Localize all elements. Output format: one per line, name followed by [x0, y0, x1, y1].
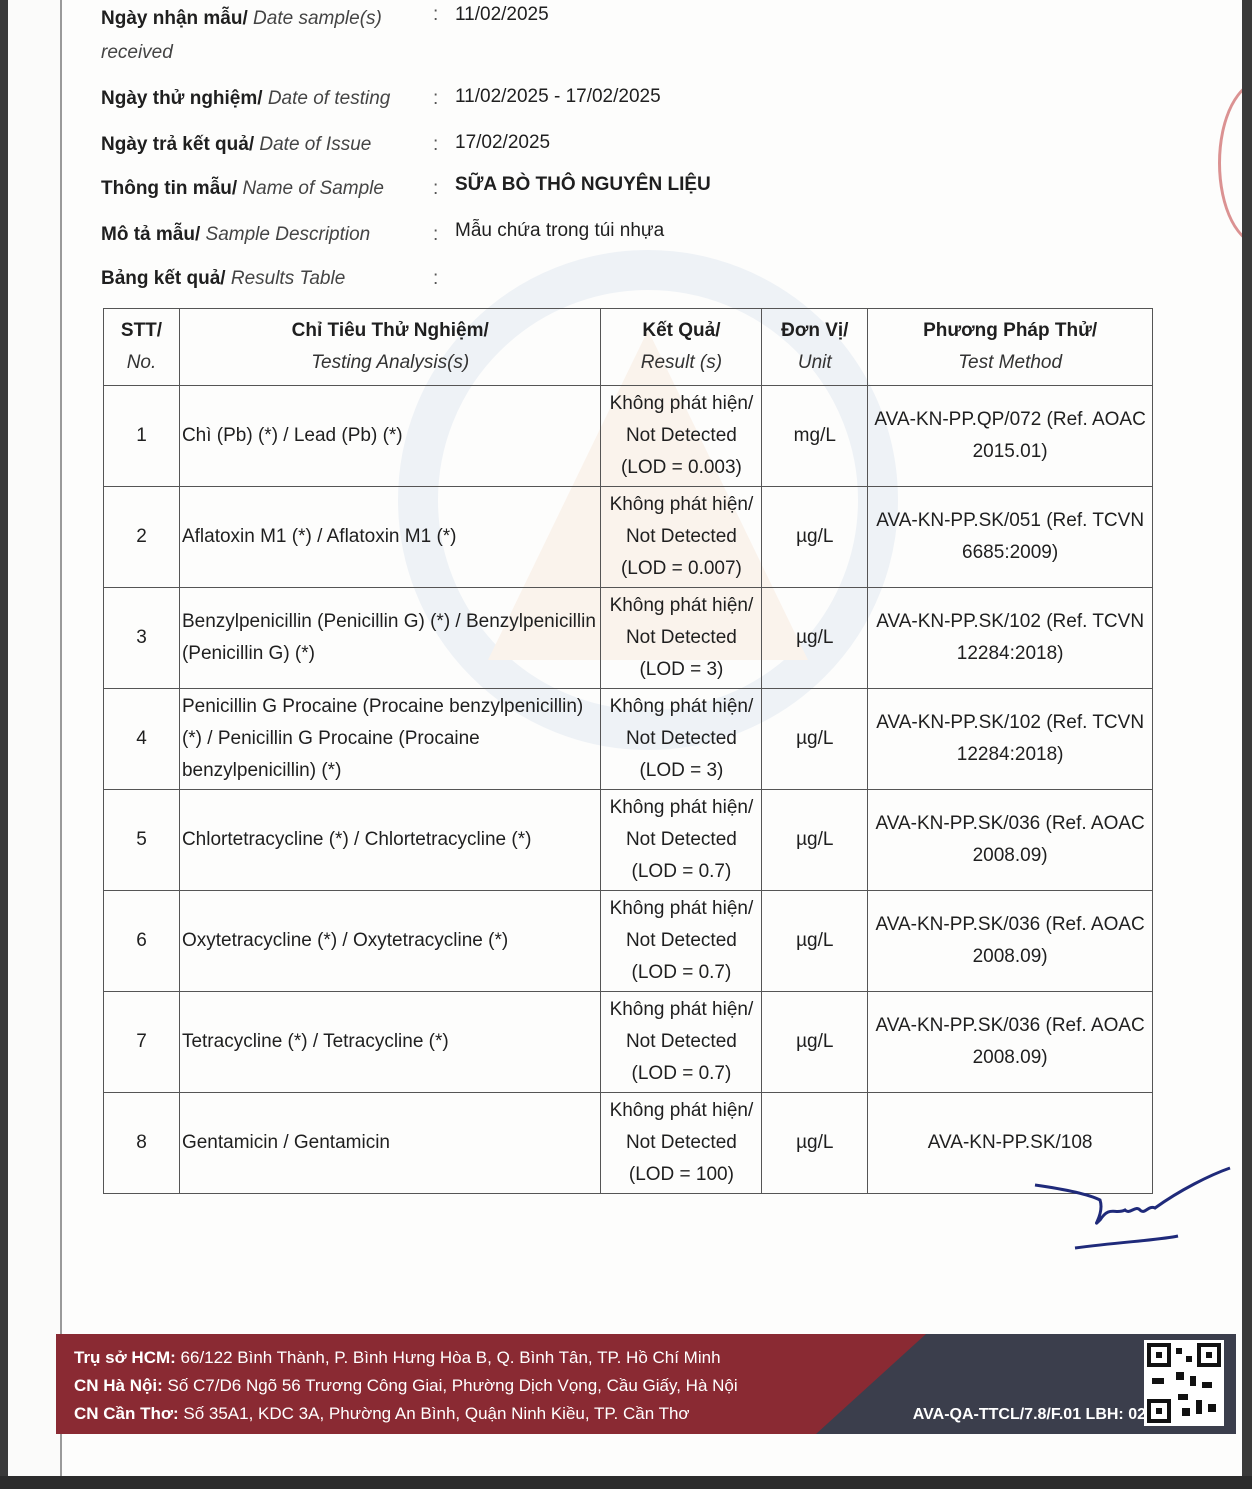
cell-no: 2	[104, 487, 180, 588]
cell-method: AVA-KN-PP.SK/108	[868, 1093, 1153, 1194]
cell-analysis: Gentamicin / Gentamicin	[179, 1093, 601, 1194]
label-vi: Bảng kết quả/	[101, 268, 226, 289]
table-row	[104, 588, 1153, 689]
label-vi: Ngày thử nghiệm/	[101, 88, 263, 109]
cell-unit: µg/L	[762, 891, 868, 992]
cell-analysis: Chì (Pb) (*) / Lead (Pb) (*)	[179, 386, 601, 487]
cell-no: 4	[104, 689, 180, 790]
header-result: Kết Quả/ Result (s)	[601, 309, 762, 386]
cell-unit: µg/L	[762, 790, 868, 891]
form-code: AVA-QA-TTCL/7.8/F.01 LBH: 02	[912, 1406, 1146, 1423]
cell-unit: µg/L	[762, 992, 868, 1093]
cell-no: 6	[104, 891, 180, 992]
cell-analysis: Penicillin G Procaine (Procaine benzylpenicillin) (*) / Penicillin G Procaine (Procaine benzylpenicillin) (*)	[179, 689, 601, 790]
page-bottom-edge	[0, 1476, 1252, 1489]
cell-no: 8	[104, 1093, 180, 1194]
cell-no: 1	[104, 386, 180, 487]
header-unit: Đơn Vị/ Unit	[762, 309, 868, 386]
footer-addresses	[74, 1344, 738, 1428]
colon: :	[433, 224, 439, 245]
label-vi: Ngày nhận mẫu/	[101, 8, 248, 29]
table-row	[104, 891, 1153, 992]
label-vi: Mô tả mẫu/	[101, 224, 201, 245]
cell-result: Không phát hiện/ Not Detected (LOD = 0.7)	[601, 891, 762, 992]
date-testing-value: 11/02/2025 - 17/02/2025	[455, 86, 661, 107]
table-header-row	[104, 309, 1153, 386]
label-vi: Thông tin mẫu/	[101, 178, 238, 199]
cell-result: Không phát hiện/ Not Detected (LOD = 0.7)	[601, 992, 762, 1093]
table-row	[104, 992, 1153, 1093]
table-row	[104, 386, 1153, 487]
cell-unit: µg/L	[762, 1093, 868, 1194]
cell-result: Không phát hiện/ Not Detected (LOD = 0.007)	[601, 487, 762, 588]
date-received-value: 11/02/2025	[455, 4, 549, 25]
cell-no: 3	[104, 588, 180, 689]
colon: :	[433, 4, 439, 25]
footer-bar	[56, 1334, 1236, 1434]
footer-cantho: CN Cần Thơ: Số 35A1, KDC 3A, Phường An Bình, Quận Ninh Kiều, TP. Cần Thơ	[74, 1404, 690, 1423]
cell-method: AVA-KN-PP.SK/102 (Ref. TCVN 12284:2018)	[868, 588, 1153, 689]
cell-result: Không phát hiện/ Not Detected (LOD = 0.003)	[601, 386, 762, 487]
cell-result: Không phát hiện/ Not Detected (LOD = 3)	[601, 689, 762, 790]
cell-analysis: Aflatoxin M1 (*) / Aflatoxin M1 (*)	[179, 487, 601, 588]
cell-analysis: Tetracycline (*) / Tetracycline (*)	[179, 992, 601, 1093]
colon: :	[433, 268, 439, 289]
footer-hcm: Trụ sở HCM: 66/122 Bình Thành, P. Bình Hưng Hòa B, Q. Bình Tân, TP. Hồ Chí Minh	[74, 1348, 721, 1367]
cell-method: AVA-KN-PP.SK/102 (Ref. TCVN 12284:2018)	[868, 689, 1153, 790]
cell-no: 5	[104, 790, 180, 891]
header-analysis: Chỉ Tiêu Thử Nghiệm/ Testing Analysis(s)	[179, 309, 601, 386]
footer-hanoi: CN Hà Nội: Số C7/D6 Ngõ 56 Trương Công Giai, Phường Dịch Vọng, Cầu Giấy, Hà Nội	[74, 1376, 738, 1395]
header-no: STT/ No.	[104, 309, 180, 386]
cell-analysis: Oxytetracycline (*) / Oxytetracycline (*)	[179, 891, 601, 992]
label-en: Sample Description	[205, 224, 371, 245]
cell-result: Không phát hiện/ Not Detected (LOD = 100)	[601, 1093, 762, 1194]
cell-method: AVA-KN-PP.SK/036 (Ref. AOAC 2008.09)	[868, 891, 1153, 992]
colon: :	[433, 134, 439, 155]
cell-unit: µg/L	[762, 689, 868, 790]
cell-analysis: Chlortetracycline (*) / Chlortetracycline (*)	[179, 790, 601, 891]
label-en: Name of Sample	[242, 178, 384, 199]
cell-method: AVA-KN-PP.SK/051 (Ref. TCVN 6685:2009)	[868, 487, 1153, 588]
cell-no: 7	[104, 992, 180, 1093]
label-vi: Ngày trả kết quả/	[101, 134, 255, 155]
sample-desc-value: Mẫu chứa trong túi nhựa	[455, 220, 665, 241]
qr-code-icon	[1144, 1340, 1224, 1426]
table-row	[104, 1093, 1153, 1194]
table-row	[104, 689, 1153, 790]
cell-result: Không phát hiện/ Not Detected (LOD = 3)	[601, 588, 762, 689]
results-table	[103, 308, 1153, 1194]
cell-method: AVA-KN-PP.QP/072 (Ref. AOAC 2015.01)	[868, 386, 1153, 487]
label-en: Date of testing	[267, 88, 391, 109]
label-en: Results Table	[230, 268, 346, 289]
header-method: Phương Pháp Thử/ Test Method	[868, 309, 1153, 386]
cell-method: AVA-KN-PP.SK/036 (Ref. AOAC 2008.09)	[868, 790, 1153, 891]
table-row	[104, 790, 1153, 891]
cell-analysis: Benzylpenicillin (Penicillin G) (*) / Benzylpenicillin (Penicillin G) (*)	[179, 588, 601, 689]
label-en: received	[101, 42, 173, 63]
cell-unit: µg/L	[762, 588, 868, 689]
cell-result: Không phát hiện/ Not Detected (LOD = 0.7)	[601, 790, 762, 891]
colon: :	[433, 88, 439, 109]
table-row	[104, 487, 1153, 588]
cell-method: AVA-KN-PP.SK/036 (Ref. AOAC 2008.09)	[868, 992, 1153, 1093]
colon: :	[433, 178, 439, 199]
handwritten-signature	[1030, 1160, 1235, 1260]
cell-unit: mg/L	[762, 386, 868, 487]
label-en: Date of Issue	[259, 134, 372, 155]
cell-unit: µg/L	[762, 487, 868, 588]
label-en: Date sample(s)	[253, 8, 382, 29]
date-issue-value: 17/02/2025	[455, 132, 551, 153]
sample-name-value: SỮA BÒ THÔ NGUYÊN LIỆU	[455, 174, 711, 195]
